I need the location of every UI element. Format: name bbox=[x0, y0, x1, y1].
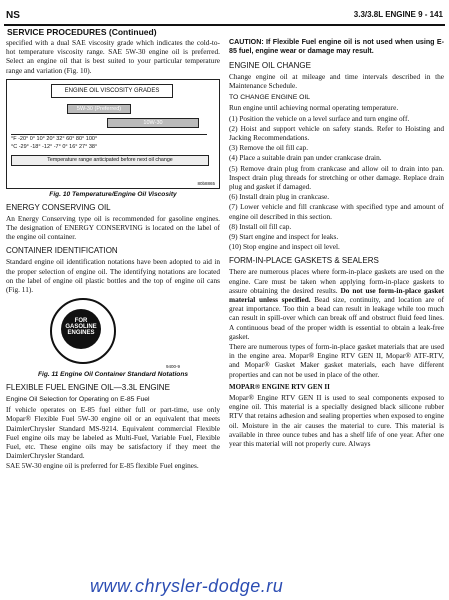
heading-flex: FLEXIBLE FUEL ENGINE OIL—3.3L ENGINE bbox=[6, 383, 170, 393]
step-3: (3) Remove the oil fill cap. bbox=[229, 143, 309, 153]
page-header bbox=[4, 10, 445, 26]
seal-inner bbox=[61, 309, 101, 349]
gaskets-warning: Do not use form-in-place gasket material unless specified. bbox=[229, 285, 444, 305]
step-7: (7) Lower vehicle and fill crankcase with specified type and amount of engine oil described in this section. bbox=[229, 202, 444, 221]
subheading-flex: Engine Oil Selection for Operating on E-85 Fuel bbox=[6, 396, 150, 404]
step-9: (9) Start engine and inspect for leaks. bbox=[229, 232, 339, 242]
bar-10w30: 10W-30 bbox=[107, 118, 199, 128]
paragraph-container: Standard engine oil identification notations have been adopted to aid in the proper selection of engine oil. The identifying notations are located on the label of engine oil plastic bottles and the top of engine oil cans (Fig. 11). bbox=[6, 257, 220, 295]
heading-energy: ENERGY CONSERVING OIL bbox=[6, 202, 111, 212]
bar-5w30: 5W-30 (Preferred) bbox=[67, 104, 131, 114]
figure-caption: Fig. 10 Temperature/Engine Oil Viscosity bbox=[49, 190, 177, 198]
heading-container: CONTAINER IDENTIFICATION bbox=[6, 246, 118, 256]
gaskets-text-c: Bead size, continuity, and location are of great importance. Too thin a bead can result in leakage while too much can result in spill-over which can break off and obstruct fluid feed lines. A continuous bead of the proper width is essential to obtain a leak-free gasket. bbox=[229, 295, 445, 341]
watermark: www.chrysler-dodge.ru bbox=[90, 576, 284, 596]
paragraph-oil-change: Change engine oil at mileage and time intervals described in the Maintenance Schedule. bbox=[229, 72, 444, 91]
header-right: 3.3/3.8L ENGINE 9 - 141 bbox=[353, 10, 443, 19]
paragraph-gaskets-2: There are numerous types of form-in-place gasket materials that are used in the engine area. Mopar® Engine RTV GEN II, Mopar® ATF-RTV, and Mopar® Gasket Maker gasket materials, each have different properties and can not be used in place of the other. bbox=[229, 342, 444, 379]
step-4: (4) Place a suitable drain pan under crankcase drain. bbox=[229, 153, 382, 163]
figure-viscosity bbox=[6, 79, 220, 189]
step-10: (10) Stop engine and inspect oil level. bbox=[229, 242, 340, 252]
fahrenheit-row: °F -20° 0° 10° 20° 32° 60° 80° 100° bbox=[11, 134, 207, 143]
api-seal-icon bbox=[50, 298, 116, 364]
heading-gaskets: FORM-IN-PLACE GASKETS & SEALERS bbox=[229, 256, 379, 266]
gaskets-text-a: There are numerous places where form-in-place gaskets are used on the engine. Care must be taken when applying form-in-place gaskets to assure obtaining the desired results. bbox=[229, 267, 444, 295]
step-5: (5) Remove drain plug from crankcase and allow oil to drain into pan. Inspect drain plug threads for stretching or other damage. Replace drain plug and gasket if damaged. bbox=[229, 163, 444, 192]
header-left: NS bbox=[6, 10, 20, 21]
step-8: (8) Install oil fill cap. bbox=[229, 221, 292, 231]
paragraph-flex-1: If vehicle operates on E-85 fuel either full or part-time, use only Mopar® Flexible Fuel 5W-30 engine oil or an equivalent that meets DaimlerChrysler Standard MS-9214. Equivalent commercial Flexible Fuel engine oils may be labeled as Multi-Fuel, Variable Fuel, Flexible Fuel, etc. These engine oils may be satisfactory if they meet the DaimlerChrysler Standard. bbox=[6, 405, 220, 461]
step-6: (6) Install drain plug in crankcase. bbox=[229, 192, 330, 202]
left-column bbox=[6, 38, 220, 472]
temperature-range-note: Temperature range anticipated before next oil change bbox=[11, 155, 209, 166]
step-1: (1) Position the vehicle on a level surface and turn engine off. bbox=[229, 113, 410, 123]
paragraph-rtv: Mopar® Engine RTV GEN II is used to seal components exposed to engine oil. This material is a specially designed black silicone rubber RTV that retains adhesion and sealing properties when exposed to engine oil. Moisture in the air causes the material to cure. This material is available in three ounce tubes and has a shelf life of one year. After one year this material will not properly cure. Always bbox=[229, 392, 444, 448]
celsius-row: °C -29° -18° -12° -7° 0° 16° 27° 38° bbox=[11, 143, 98, 150]
figure-id: 9400-9 bbox=[165, 364, 180, 370]
paragraph-run-engine: Run engine until achieving normal operating temperature. bbox=[229, 103, 399, 113]
paragraph-energy: An Energy Conserving type oil is recommended for gasoline engines. The designation of ENERGY CONSERVING is located on the label of the engine oil container. bbox=[6, 213, 220, 242]
caution-note: CAUTION: If Flexible Fuel engine oil is not used when using E-85 fuel, engine wear or damage may result. bbox=[229, 38, 444, 55]
figure-id: 80b8865 bbox=[197, 180, 215, 186]
section-title: SERVICE PROCEDURES (Continued) bbox=[7, 27, 157, 37]
seal-text: FOR GASOLINE ENGINES bbox=[65, 318, 97, 337]
heading-oil-change: ENGINE OIL CHANGE bbox=[229, 61, 311, 70]
paragraph-flex-2: SAE 5W-30 engine oil is preferred for E-85 flexible Fuel engines. bbox=[6, 461, 199, 471]
heading-rtv: MOPAR® ENGINE RTV GEN II bbox=[229, 382, 330, 391]
temperature-scale bbox=[11, 134, 207, 151]
paragraph-gaskets-1 bbox=[229, 267, 444, 341]
right-column bbox=[229, 38, 444, 449]
step-2: (2) Hoist and support vehicle on safety stands. Refer to Hoisting and Jacking Recommendations. bbox=[229, 123, 444, 143]
heading-to-change: TO CHANGE ENGINE OIL bbox=[229, 94, 311, 102]
paragraph-intro: specified with a dual SAE viscosity grade which indicates the cold-to-hot temperature viscosity range. SAE 5W-30 engine oil is preferred. Select an engine oil that is best suited to your particular temperature range and variation (Fig. 10). bbox=[6, 38, 220, 75]
viscosity-title: ENGINE OIL VISCOSITY GRADES bbox=[51, 84, 173, 98]
figure-caption: Fig. 11 Engine Oil Container Standard Notations bbox=[37, 371, 189, 379]
